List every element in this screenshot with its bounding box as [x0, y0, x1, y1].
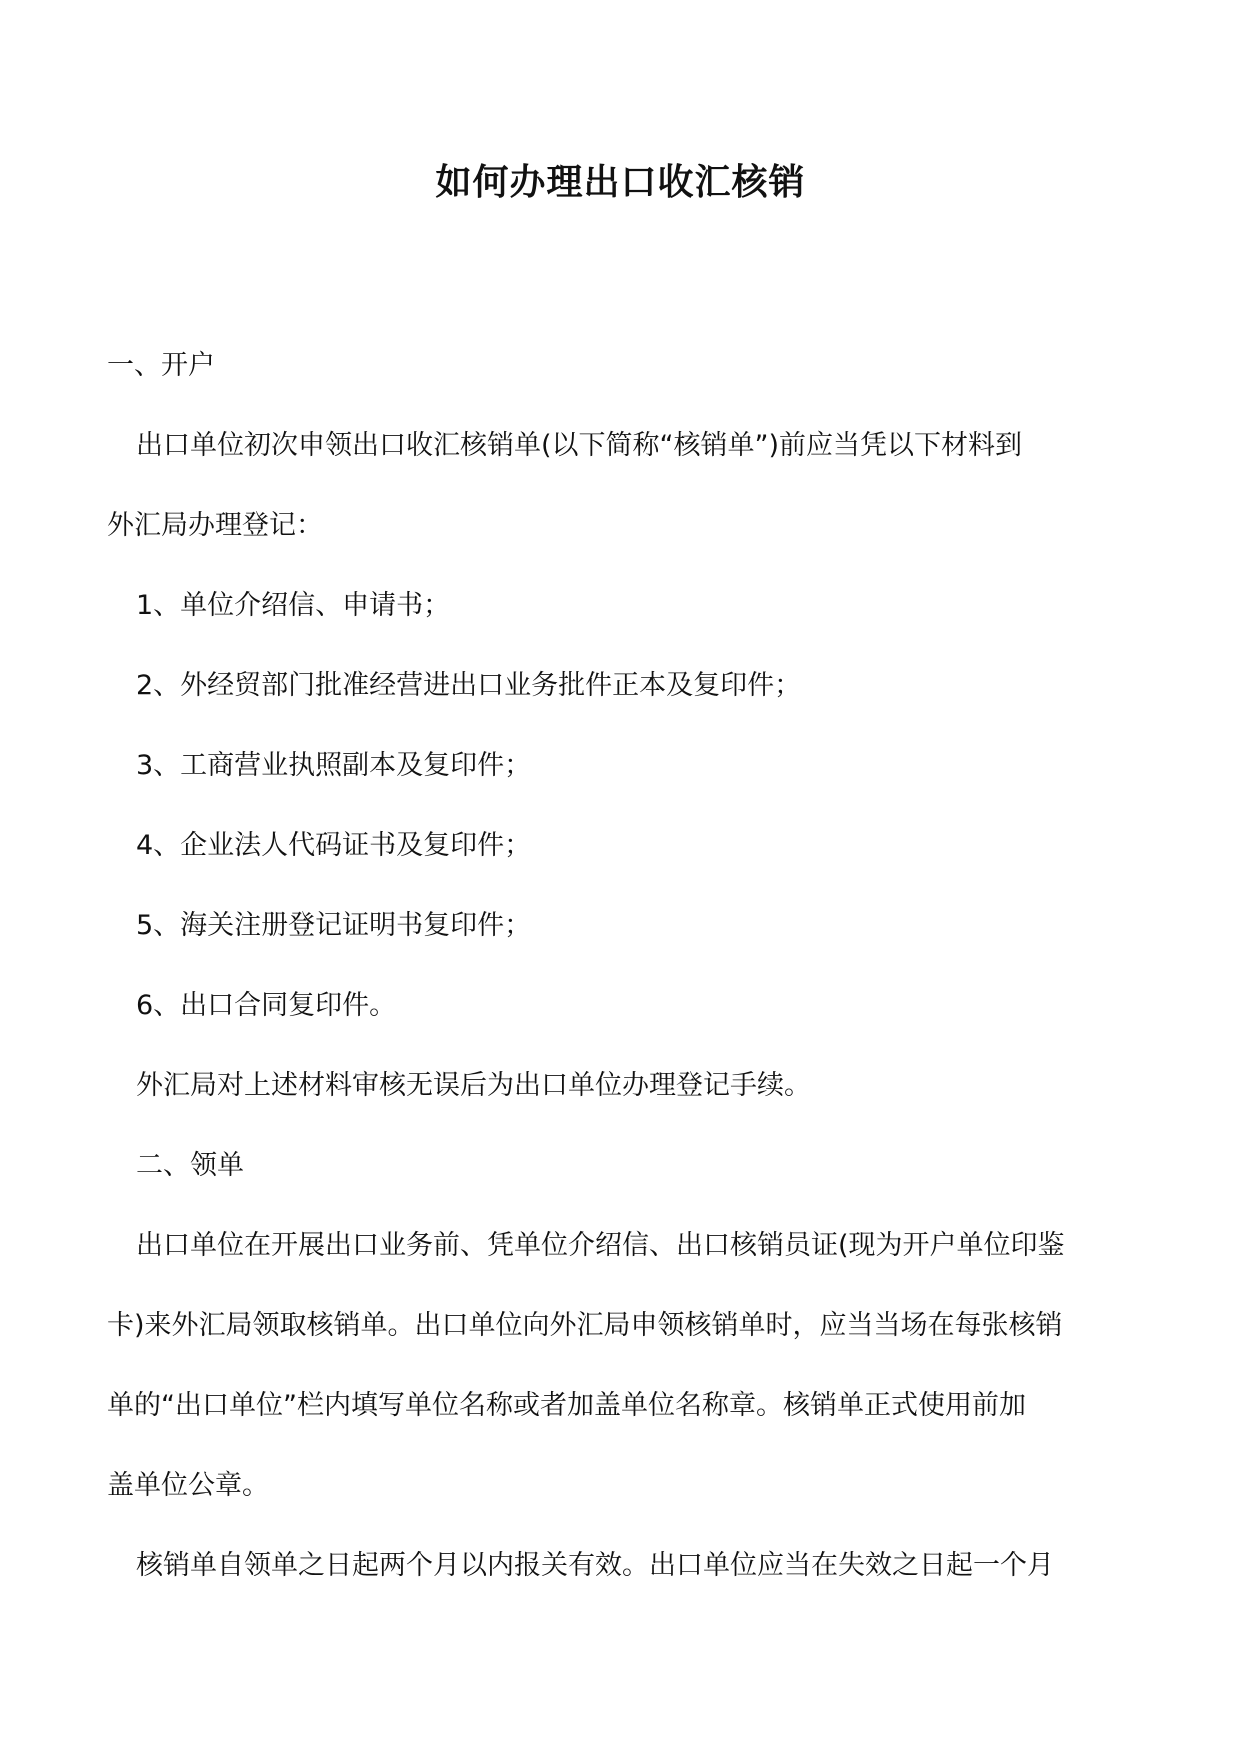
list-item: 3、工商营业执照副本及复印件；: [136, 750, 532, 781]
paragraph-line: 核销单自领单之日起两个月以内报关有效。出口单位应当在失效之日起一个月: [136, 1550, 1054, 1581]
page-title: 如何办理出口收汇核销: [435, 161, 806, 203]
paragraph-line: 外汇局对上述材料审核无误后为出口单位办理登记手续。: [136, 1070, 811, 1101]
list-item: 5、海关注册登记证明书复印件；: [136, 910, 532, 941]
paragraph-line: 盖单位公章。: [107, 1470, 269, 1501]
list-item: 4、企业法人代码证书及复印件；: [136, 830, 532, 861]
section-heading-get-forms: 二、领单: [136, 1150, 244, 1181]
paragraph-line: 外汇局办理登记：: [107, 510, 323, 541]
paragraph-line: 出口单位初次申领出口收汇核销单(以下简称“核销单”)前应当凭以下材料到: [136, 430, 1023, 461]
list-item: 1、单位介绍信、申请书；: [136, 590, 451, 621]
list-item: 6、出口合同复印件。: [136, 990, 397, 1021]
list-item: 2、外经贸部门批准经营进出口业务批件正本及复印件；: [136, 670, 802, 701]
section-heading-open-account: 一、开户: [107, 350, 215, 381]
paragraph-line: 卡)来外汇局领取核销单。出口单位向外汇局申领核销单时，应当当场在每张核销: [107, 1310, 1063, 1341]
paragraph-line: 单的“出口单位”栏内填写单位名称或者加盖单位名称章。核销单正式使用前加: [107, 1390, 1026, 1421]
paragraph-line: 出口单位在开展出口业务前、凭单位介绍信、出口核销员证(现为开户单位印鉴: [136, 1230, 1065, 1261]
